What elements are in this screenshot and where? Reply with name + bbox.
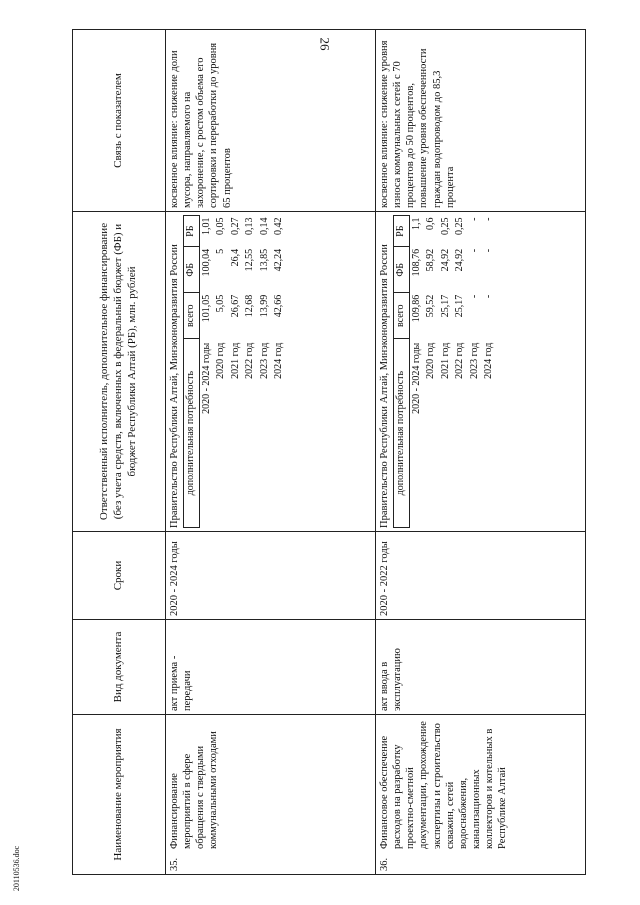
table-row xyxy=(376,30,586,875)
terms-cell: 2020 - 2022 годы xyxy=(376,532,586,620)
financing-table xyxy=(393,215,497,528)
doc-type-cell: акт ввода в эксплуатацию xyxy=(376,620,586,715)
measure-name: Финансовое обеспечение расходов на разработку проектно-сметной документации, прохождение экспертизы и строительство скважин, сетей водоснабжения, канализационных коллекторов и котельных в Республике Алтай xyxy=(379,721,509,849)
link-cell: косвенное влияние: снижение доли мусора, направляемого на захоронение, с ростом объема его сортировки и переработки до уровня 65 процентов xyxy=(166,30,376,212)
fin-period: 2022 год xyxy=(454,342,466,379)
fin-rb: 0,6 xyxy=(425,217,437,230)
table-row xyxy=(166,30,376,875)
fin-total: 59,52 xyxy=(425,294,437,318)
fin-fb: 24,92 xyxy=(439,248,451,272)
fin-rb: 0,13 xyxy=(244,217,256,235)
fin-total: - xyxy=(468,294,480,299)
financing-row xyxy=(468,216,483,528)
table-header-row xyxy=(73,30,166,875)
executor-name: Правительство Республики Алтай, Минэкономразвития России xyxy=(169,244,180,528)
header-link: Связь с показателем xyxy=(73,30,166,212)
fin-fb: 100,04 xyxy=(200,248,212,277)
fin-total: 12,68 xyxy=(244,294,256,318)
measures-table xyxy=(72,29,586,875)
fin-fb: 24,92 xyxy=(454,248,466,272)
fin-period: 2022 год xyxy=(244,342,256,379)
executor-cell xyxy=(166,212,376,532)
fin-period: 2020 - 2024 годы xyxy=(410,342,422,414)
fin-rb: 0,42 xyxy=(273,217,285,235)
fin-rb: - xyxy=(468,217,480,221)
fin-total: 109,86 xyxy=(410,294,422,323)
financing-row xyxy=(243,216,258,528)
fin-total: 26,67 xyxy=(229,294,241,318)
fin-header-need: дополнительная потребность xyxy=(394,339,410,528)
fin-fb: 58,92 xyxy=(425,248,437,272)
fin-rb: 0,27 xyxy=(229,217,241,235)
fin-total: 101,05 xyxy=(200,294,212,323)
measure-number: 36. xyxy=(379,857,390,871)
financing-row xyxy=(424,216,439,528)
fin-header-rb: РБ xyxy=(394,216,410,247)
financing-row xyxy=(482,216,497,528)
fin-header-rb: РБ xyxy=(184,216,200,247)
fin-fb: - xyxy=(483,248,495,253)
measure-number: 35. xyxy=(169,857,180,871)
fin-rb: 1,1 xyxy=(410,217,422,230)
financing-row xyxy=(439,216,454,528)
fin-total: 42,66 xyxy=(273,294,285,318)
financing-row xyxy=(199,216,214,528)
financing-row xyxy=(272,216,287,528)
financing-row xyxy=(453,216,468,528)
fin-header-need: дополнительная потребность xyxy=(184,339,200,528)
terms-cell: 2020 - 2024 годы xyxy=(166,532,376,620)
financing-header-row xyxy=(184,216,200,528)
doc-type-cell: акт приема - передачи xyxy=(166,620,376,715)
fin-period: 2020 - 2024 годы xyxy=(200,342,212,414)
fin-period: 2023 год xyxy=(468,342,480,379)
fin-period: 2024 год xyxy=(273,342,285,379)
financing-row xyxy=(258,216,273,528)
financing-header-row xyxy=(394,216,410,528)
document-table-container xyxy=(72,30,592,875)
header-terms: Сроки xyxy=(73,532,166,620)
fin-fb: 12,55 xyxy=(244,248,256,272)
executor-cell xyxy=(376,212,586,532)
fin-rb: 0,14 xyxy=(258,217,270,235)
fin-fb: 26,4 xyxy=(229,248,241,267)
fin-header-fb: ФБ xyxy=(394,247,410,293)
fin-total: 5,05 xyxy=(215,294,227,313)
financing-row xyxy=(409,216,424,528)
fin-total: 25,17 xyxy=(439,294,451,318)
header-executor: Ответственный исполнитель, дополнительное финансирование (без учета средств, включенных в федеральный бюджет (ФБ) и бюджет Республики Алтай (РБ), млн. рублей xyxy=(73,212,166,532)
header-doc-type: Вид документа xyxy=(73,620,166,715)
fin-header-fb: ФБ xyxy=(184,247,200,293)
fin-period: 2024 год xyxy=(483,342,495,379)
financing-row xyxy=(214,216,229,528)
fin-fb: 13,85 xyxy=(258,248,270,272)
fin-period: 2020 год xyxy=(425,342,437,379)
fin-period: 2020 год xyxy=(215,342,227,379)
fin-fb: 42,24 xyxy=(273,248,285,272)
fin-rb: 1,01 xyxy=(200,217,212,235)
measure-name-cell xyxy=(376,715,586,875)
financing-table xyxy=(183,215,287,528)
financing-row xyxy=(229,216,244,528)
fin-header-total: всего xyxy=(394,293,410,339)
fin-fb: - xyxy=(468,248,480,253)
fin-total: - xyxy=(483,294,495,299)
measure-name-cell xyxy=(166,715,376,875)
link-cell: косвенное влияние: снижение уровня износа коммунальных сетей с 70 процентов до 50 процентов, повышение уровня обеспеченности граждан водопроводом до 85,3 процента xyxy=(376,30,586,212)
header-name: Наименование мероприятия xyxy=(73,715,166,875)
fin-rb: 0,25 xyxy=(454,217,466,235)
fin-fb: 5 xyxy=(215,248,227,254)
fin-header-total: всего xyxy=(184,293,200,339)
file-name: 20110536.doc xyxy=(12,845,22,892)
fin-total: 13,99 xyxy=(258,294,270,318)
fin-rb: - xyxy=(483,217,495,221)
fin-period: 2023 год xyxy=(258,342,270,379)
page-number: 26 xyxy=(317,37,333,51)
fin-total: 25,17 xyxy=(454,294,466,318)
fin-period: 2021 год xyxy=(439,342,451,379)
table-body xyxy=(166,30,586,875)
fin-period: 2021 год xyxy=(229,342,241,379)
fin-fb: 108,76 xyxy=(410,248,422,277)
fin-rb: 0,25 xyxy=(439,217,451,235)
executor-name: Правительство Республики Алтай, Минэкономразвития России xyxy=(379,244,390,528)
fin-rb: 0,05 xyxy=(215,217,227,235)
measure-name: Финансирование мероприятий в сфере обращения с твердыми коммунальными отходами xyxy=(169,731,220,849)
